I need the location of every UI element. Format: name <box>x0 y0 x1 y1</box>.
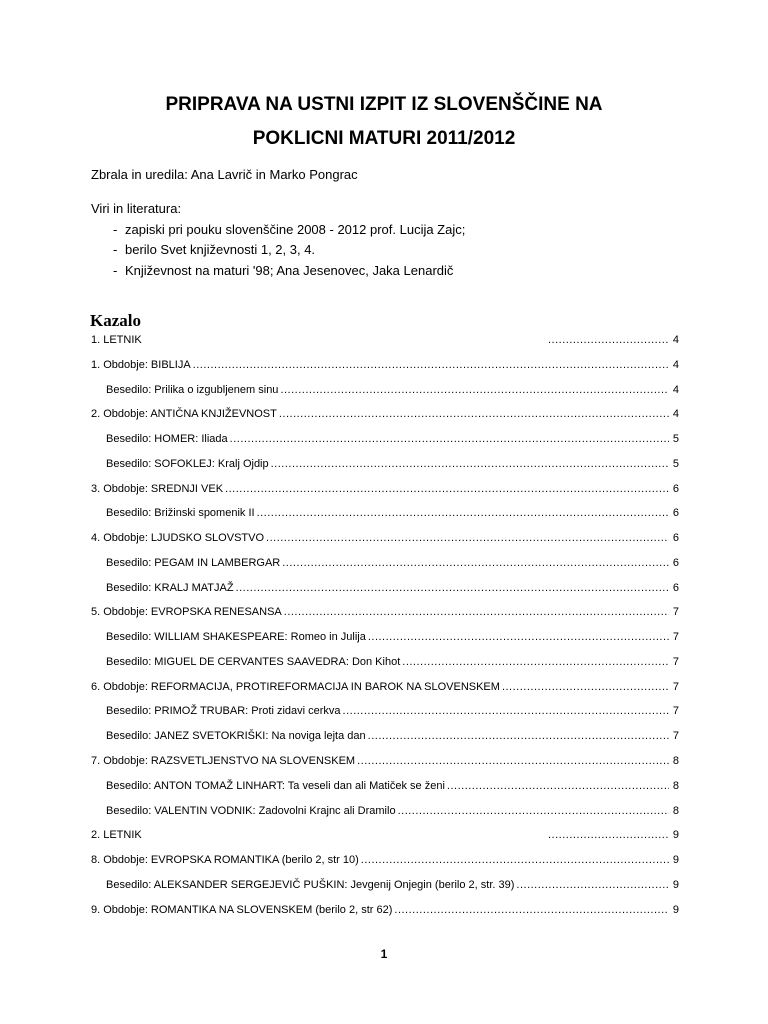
toc-entry[interactable] <box>91 629 679 654</box>
toc-entry-label: 4. Obdobje: LJUDSKO SLOVSTVO <box>91 532 265 545</box>
toc-entry-leader <box>343 703 669 720</box>
toc-entry-page: 8 <box>672 779 679 792</box>
toc-entry[interactable] <box>91 753 679 778</box>
toc-entry[interactable] <box>91 530 679 555</box>
toc-entry[interactable] <box>91 728 679 753</box>
sources-heading: Viri in literatura: <box>91 201 182 216</box>
source-item: - Književnost na maturi '98; Ana Jesenovec, Jaka Lenardič <box>113 262 454 278</box>
toc-entry-leader <box>548 332 669 349</box>
source-item: - berilo Svet književnosti 1, 2, 3, 4. <box>113 242 316 257</box>
toc-entry-page: 5 <box>672 433 679 446</box>
page-number: 1 <box>380 947 388 961</box>
toc-entry-label: Besedilo: MIGUEL DE CERVANTES SAAVEDRA: Don Kihot <box>106 655 401 668</box>
toc-entry-page: 6 <box>672 507 679 520</box>
toc-entry-leader <box>357 753 669 770</box>
toc-entry-page: 7 <box>672 730 679 743</box>
toc-entry[interactable] <box>91 852 679 877</box>
toc-entry-page: 4 <box>672 383 679 396</box>
toc-entry-page: 9 <box>672 903 679 916</box>
toc-entry[interactable] <box>91 654 679 679</box>
toc-entry[interactable] <box>91 803 679 828</box>
toc-entry-label: Besedilo: Prilika o izgubljenem sinu <box>106 383 279 396</box>
toc-entry[interactable] <box>91 431 679 456</box>
toc-entry-leader <box>280 382 669 399</box>
toc-entry-label: Besedilo: WILLIAM SHAKESPEARE: Romeo in Julija <box>106 631 366 644</box>
toc-entry-leader <box>548 827 669 844</box>
toc-entry-page: 7 <box>672 680 679 693</box>
toc-entry-label: Besedilo: PRIMOŽ TRUBAR: Proti zidavi cerkva <box>106 705 341 718</box>
toc-entry-label: 1. LETNIK <box>91 334 142 346</box>
source-item: - zapiski pri pouku slovenščine 2008 - 2012 prof. Lucija Zajc; <box>113 221 466 237</box>
toc-entry[interactable] <box>91 481 679 506</box>
toc-entry-page: 5 <box>672 457 679 470</box>
toc-entry-leader <box>502 679 669 696</box>
toc-entry-label: Besedilo: HOMER: Iliada <box>106 433 228 446</box>
toc-entry-page: 6 <box>672 556 679 569</box>
toc-entry-label: 2. LETNIK <box>91 829 142 842</box>
toc-entry-page: 8 <box>672 804 679 817</box>
toc-entry[interactable] <box>91 382 679 407</box>
toc-entry-leader <box>516 877 669 894</box>
toc-entry-leader <box>447 778 669 795</box>
toc-entry[interactable] <box>91 332 679 357</box>
toc-entry-label: Besedilo: ALEKSANDER SERGEJEVIČ PUŠKIN: Jevgenij Onjegin (berilo 2, str. 39) <box>106 878 515 891</box>
toc-entry-leader <box>398 803 669 820</box>
toc-entry[interactable] <box>91 580 679 605</box>
toc-entry-label: 1. Obdobje: BIBLIJA <box>91 358 191 371</box>
toc-entry-page: 9 <box>672 878 679 891</box>
toc-heading: Kazalo <box>90 311 141 330</box>
compiled-by: Zbrala in uredila: Ana Lavrič in Marko Pongrac <box>91 167 358 182</box>
toc-entry-leader <box>368 629 669 646</box>
toc-entry-leader <box>257 505 669 522</box>
toc-entry-page: 7 <box>672 705 679 718</box>
toc-entry-label: Besedilo: PEGAM IN LAMBERGAR <box>106 556 281 569</box>
toc-entry-page: 8 <box>672 755 679 768</box>
toc-entry-label: Besedilo: Brižinski spomenik II <box>106 507 255 520</box>
sources-list <box>91 220 465 282</box>
toc-entry-page: 6 <box>672 532 679 545</box>
toc-entry[interactable] <box>91 604 679 629</box>
table-of-contents <box>91 332 679 926</box>
source-item-text: berilo Svet književnosti 1, 2, 3, 4. <box>125 242 316 257</box>
toc-entry-label: Besedilo: ANTON TOMAŽ LINHART: Ta veseli dan ali Matiček se ženi <box>106 779 445 792</box>
toc-entry[interactable] <box>91 555 679 580</box>
toc-entry-leader <box>284 604 669 621</box>
sources-section <box>91 199 465 281</box>
toc-entry-label: Besedilo: VALENTIN VODNIK: Zadovolni Krajnc ali Dramilo <box>106 804 396 817</box>
toc-entry-label: 2. Obdobje: ANTIČNA KNJIŽEVNOST <box>91 408 277 421</box>
toc-entry-label: Besedilo: JANEZ SVETOKRIŠKI: Na noviga lejta dan <box>106 730 366 743</box>
toc-entry-page: 4 <box>672 408 679 421</box>
document-title <box>0 88 768 156</box>
toc-entry-leader <box>368 728 669 745</box>
document-title-line-1: PRIPRAVA NA USTNI IZPIT IZ SLOVENŠČINE NA <box>165 94 603 115</box>
toc-entry-leader <box>236 580 669 597</box>
toc-entry-leader <box>266 530 669 547</box>
toc-entry[interactable] <box>91 902 679 927</box>
toc-entry-page: 4 <box>672 334 679 346</box>
toc-entry-page: 4 <box>672 358 679 371</box>
toc-entry-leader <box>361 852 669 869</box>
toc-entry-leader <box>402 654 669 671</box>
toc-entry-leader <box>271 456 669 473</box>
toc-entry-page: 7 <box>672 655 679 668</box>
toc-entry-page: 6 <box>672 581 679 594</box>
toc-entry-label: 6. Obdobje: REFORMACIJA, PROTIREFORMACIJA IN BAROK NA SLOVENSKEM <box>91 680 500 693</box>
toc-entry-leader <box>230 431 669 448</box>
toc-entry-leader <box>225 481 669 498</box>
toc-entry-page: 9 <box>672 829 679 842</box>
toc-entry-page: 9 <box>672 854 679 867</box>
toc-entry[interactable] <box>91 877 679 902</box>
toc-entry-label: Besedilo: SOFOKLEJ: Kralj Ojdip <box>106 457 269 470</box>
toc-entry-page: 7 <box>672 606 679 619</box>
toc-entry-page: 6 <box>672 482 679 495</box>
toc-entry-page: 7 <box>672 631 679 644</box>
toc-entry[interactable] <box>91 679 679 704</box>
toc-entry-leader <box>193 357 669 374</box>
document-title-line-2: POKLICNI MATURI 2011/2012 <box>252 128 516 149</box>
toc-entry-label: Besedilo: KRALJ MATJAŽ <box>106 581 234 594</box>
toc-entry-label: 9. Obdobje: ROMANTIKA NA SLOVENSKEM (berilo 2, str 62) <box>91 903 393 916</box>
toc-entry[interactable] <box>91 778 679 803</box>
toc-entry[interactable] <box>91 827 679 852</box>
source-item-text: zapiski pri pouku slovenščine 2008 - 2012 prof. Lucija Zajc; <box>125 221 466 237</box>
toc-entry-leader <box>282 555 669 572</box>
toc-entry-leader <box>279 406 669 423</box>
source-item-text: Književnost na maturi '98; Ana Jesenovec, Jaka Lenardič <box>125 262 454 278</box>
toc-entry[interactable] <box>91 505 679 530</box>
toc-entry-leader <box>394 902 669 919</box>
toc-entry-label: 7. Obdobje: RAZSVETLJENSTVO NA SLOVENSKEM <box>91 755 356 768</box>
toc-entry-label: 3. Obdobje: SREDNJI VEK <box>91 482 224 495</box>
toc-entry[interactable] <box>91 703 679 728</box>
toc-entry-label: 5. Obdobje: EVROPSKA RENESANSA <box>91 606 282 619</box>
toc-entry[interactable] <box>91 406 679 431</box>
toc-entry[interactable] <box>91 456 679 481</box>
toc-entry-label: 8. Obdobje: EVROPSKA ROMANTIKA (berilo 2, str 10) <box>91 854 359 867</box>
toc-entry[interactable] <box>91 357 679 382</box>
